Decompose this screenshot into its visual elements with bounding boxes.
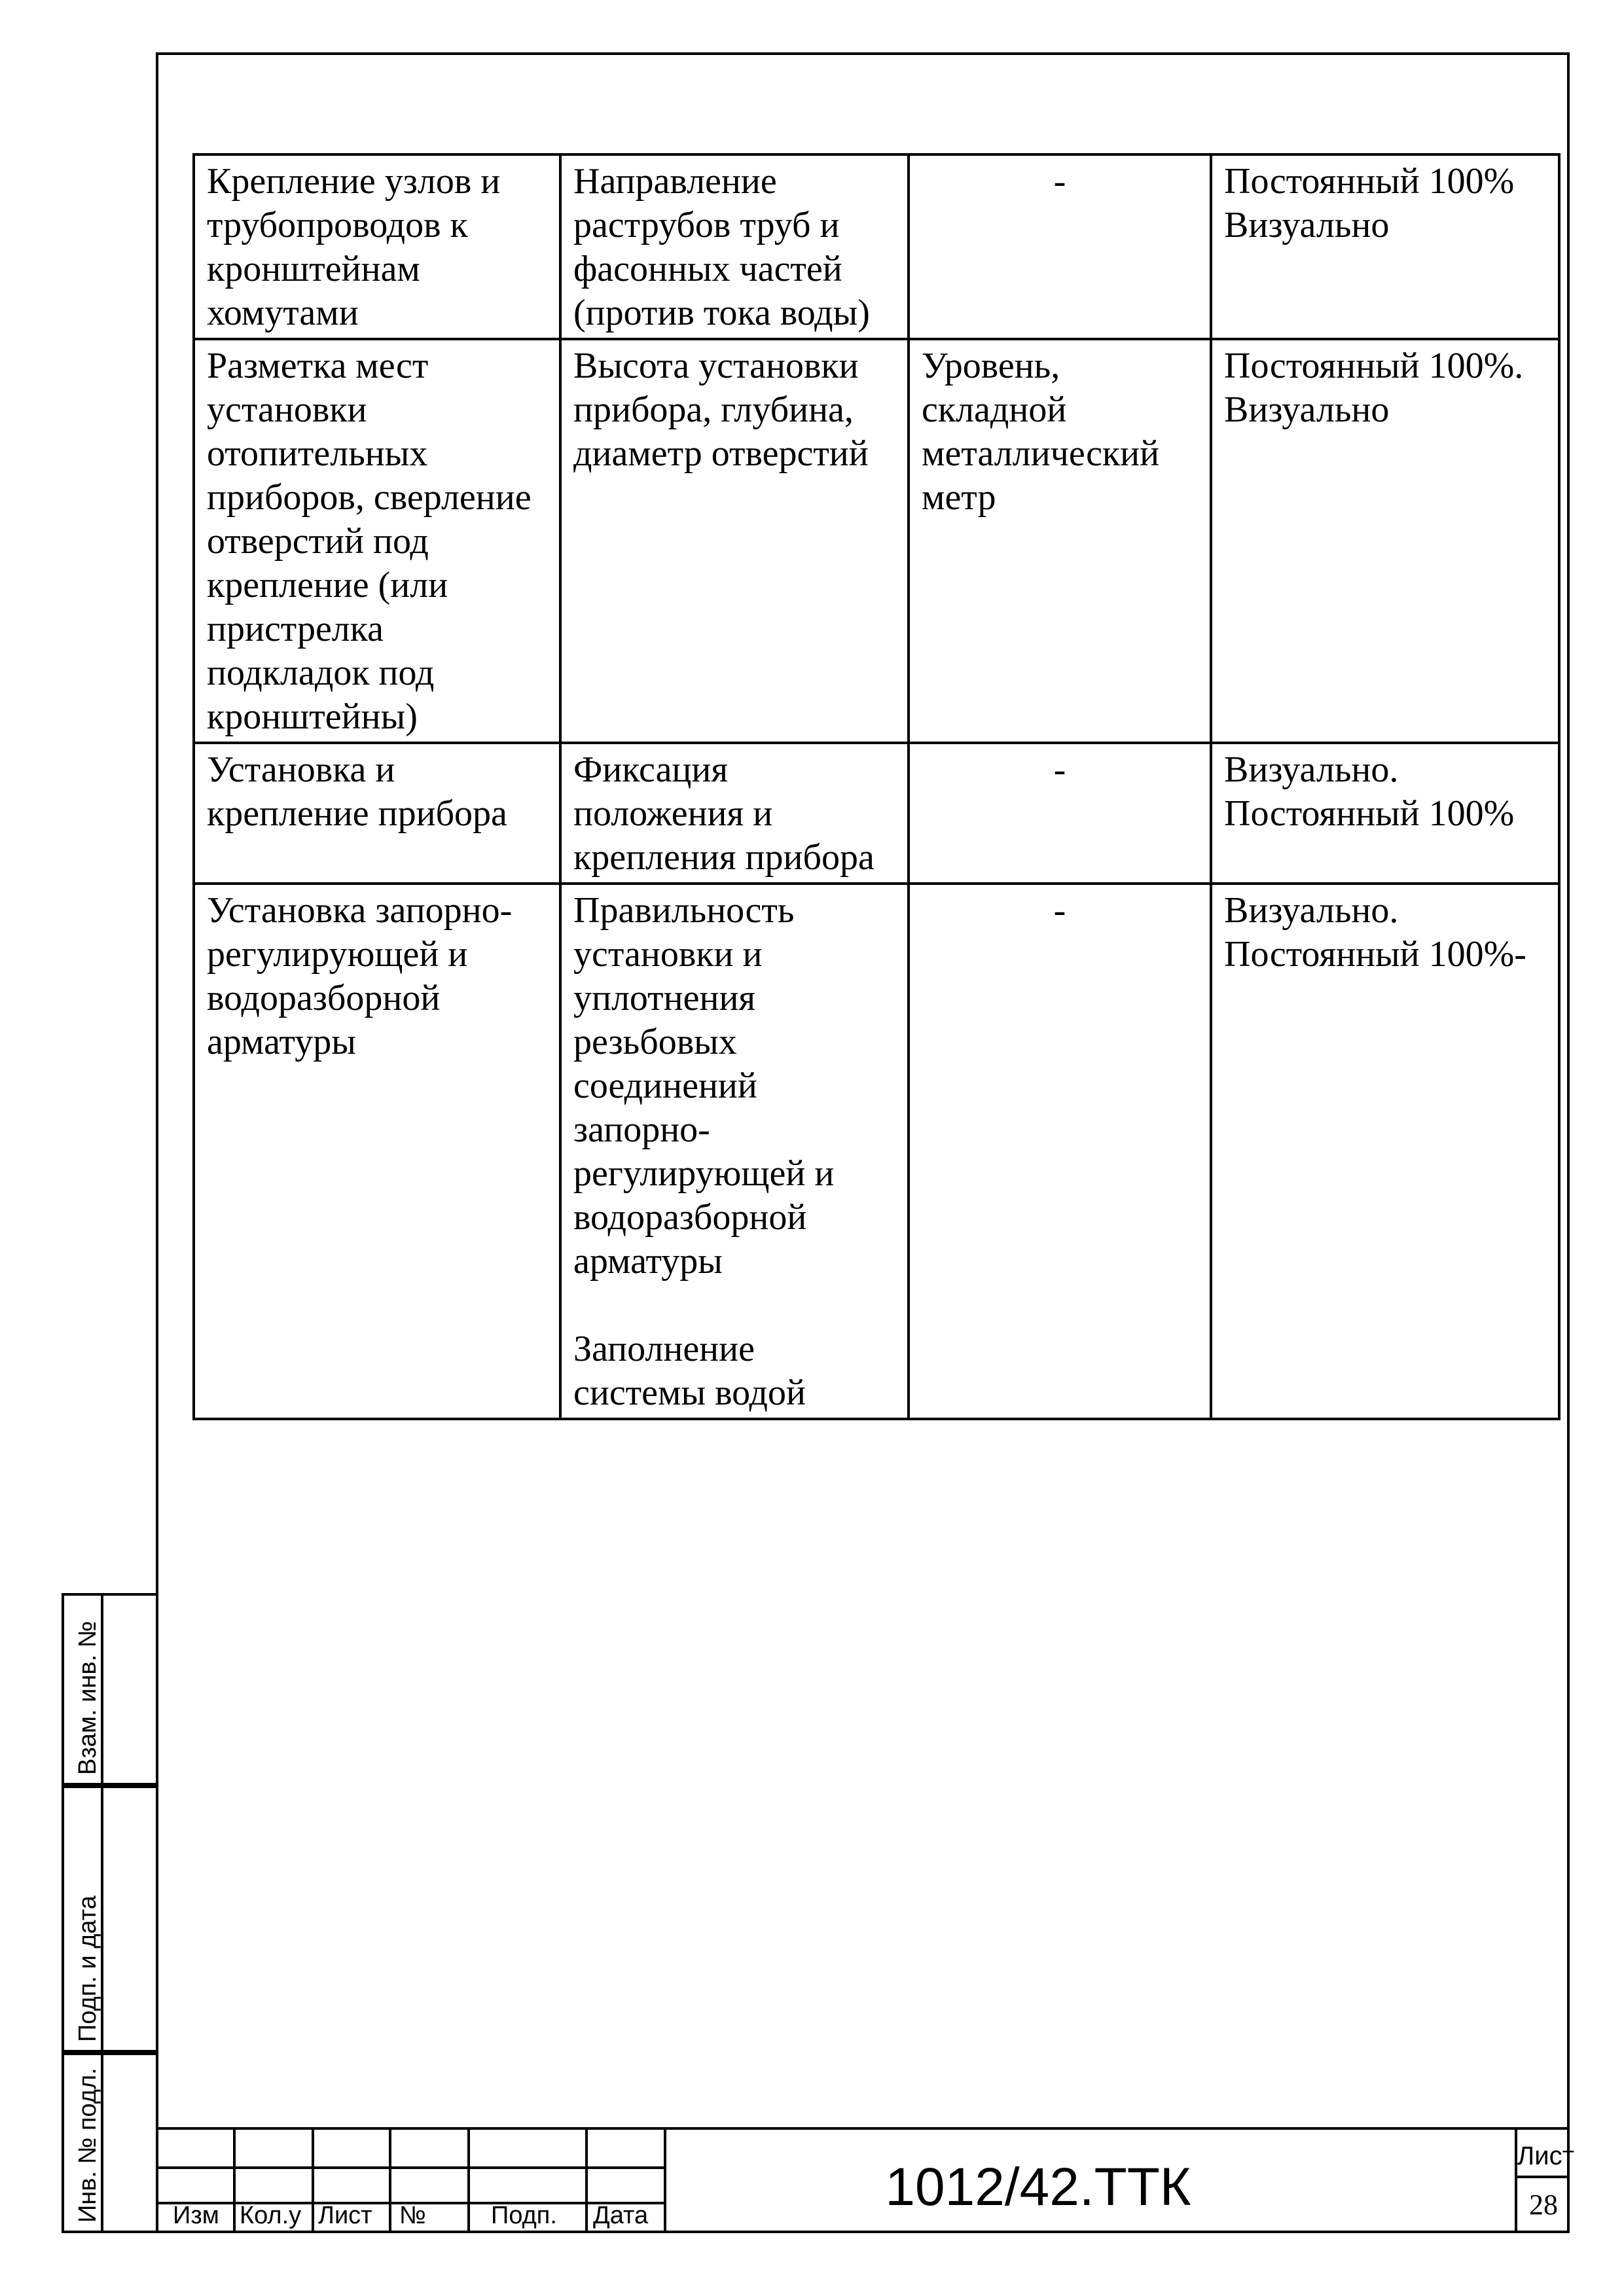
- cell-text-line: арматуры: [573, 1241, 723, 1282]
- cell-control-method: [1211, 743, 1559, 884]
- cell-text-line: -: [1053, 749, 1066, 790]
- cell-text-line: Визуально: [1224, 389, 1390, 430]
- side-label-column: [64, 1596, 103, 1783]
- cell-control-method: [1211, 884, 1559, 1419]
- cell-text-line: прибора, глубина,: [573, 389, 854, 430]
- sheet-label: Лист: [1517, 2142, 1574, 2170]
- side-strip-sign-date: [62, 1785, 156, 2053]
- cell-text-line: кронштейны): [207, 696, 418, 737]
- cell-controlled-parameter: [560, 884, 909, 1419]
- cell-text-line: крепление прибора: [207, 793, 507, 834]
- stamp-col-line: [467, 2130, 470, 2233]
- cell-text-line: Визуально.: [1224, 890, 1399, 931]
- stamp-row-line: [156, 2166, 666, 2169]
- stamp-header-num: №: [399, 2202, 426, 2229]
- stamp-header-list: Лист: [318, 2202, 372, 2229]
- stamp-sheet-line: [1517, 2176, 1570, 2178]
- cell-text-line: Уровень,: [922, 346, 1060, 386]
- side-label-column: [64, 1788, 103, 2050]
- cell-text-line: складной: [922, 389, 1067, 430]
- sheet-number: 28: [1529, 2189, 1558, 2221]
- cell-text-line: водоразборной: [207, 978, 441, 1018]
- cell-text-line: [573, 1283, 895, 1327]
- cell-controlled-parameter: [560, 743, 909, 884]
- table-row: [194, 339, 1559, 743]
- cell-text-line: фасонных частей: [573, 249, 842, 289]
- cell-operation: [194, 339, 560, 743]
- table-row: [194, 884, 1559, 1419]
- side-strip-inv-replace: [62, 1593, 156, 1785]
- cell-text-line: арматуры: [207, 1022, 356, 1062]
- cell-text-line: Заполнение: [573, 1329, 755, 1369]
- table-row: [194, 154, 1559, 339]
- cell-text-line: Постоянный 100%: [1224, 161, 1515, 202]
- side-strip-inv-orig: [62, 2053, 156, 2233]
- document-code: 1012/42.ТТК: [885, 2157, 1191, 2217]
- cell-text-line: Правильность: [573, 890, 795, 931]
- cell-text-line: раструбов труб и: [573, 205, 840, 245]
- cell-text-line: металлический: [922, 433, 1160, 474]
- cell-text-line: Направление: [573, 161, 777, 202]
- stamp-col-line: [233, 2130, 236, 2233]
- side-label-sign-date: Подп. и дата: [74, 1895, 101, 2042]
- cell-text-line: Разметка мест: [207, 346, 429, 386]
- cell-text-line: трубопроводов к: [207, 205, 468, 245]
- cell-operation: [194, 154, 560, 339]
- stamp-header-data: Дата: [593, 2202, 649, 2229]
- cell-operation: [194, 884, 560, 1419]
- side-label-inv-orig: Инв. № подл.: [74, 2068, 101, 2223]
- stamp-header-izm: Изм: [173, 2202, 219, 2229]
- stamp-header-kolu: Кол.у: [240, 2202, 302, 2229]
- cell-text-line: установки: [207, 389, 367, 430]
- cell-text-line: уплотнения: [573, 978, 756, 1018]
- cell-text-line: Установка и: [207, 749, 395, 790]
- cell-text-line: регулирующей и: [207, 934, 468, 975]
- stamp-col-line: [585, 2130, 588, 2233]
- cell-text-line: Высота установки: [573, 346, 859, 386]
- cell-text-line: крепления прибора: [573, 837, 875, 878]
- side-label-inv-replace: Взам. инв. №: [74, 1621, 101, 1775]
- cell-text-line: Постоянный 100%: [1224, 793, 1515, 834]
- cell-control-tool: [909, 154, 1211, 339]
- cell-text-line: Визуально: [1224, 205, 1390, 245]
- cell-text-line: кронштейнам: [207, 249, 420, 289]
- cell-text-line: Фиксация: [573, 749, 729, 790]
- cell-text-line: установки и: [573, 934, 763, 975]
- cell-text-line: отопительных: [207, 433, 428, 474]
- side-label-column: [64, 2055, 103, 2231]
- cell-text-line: Крепление узлов и: [207, 161, 501, 202]
- cell-text-line: -: [1053, 161, 1066, 202]
- stamp-col-line: [389, 2130, 391, 2233]
- cell-text-line: резьбовых: [573, 1022, 737, 1062]
- cell-text-line: приборов, сверление: [207, 477, 532, 518]
- cell-text-line: соединений: [573, 1066, 757, 1106]
- cell-text-line: (против тока воды): [573, 293, 870, 333]
- cell-text-line: запорно-: [573, 1109, 710, 1150]
- cell-controlled-parameter: [560, 339, 909, 743]
- cell-text-line: регулирующей и: [573, 1153, 835, 1194]
- cell-operation: [194, 743, 560, 884]
- cell-text-line: Визуально.: [1224, 749, 1399, 790]
- cell-control-tool: [909, 339, 1211, 743]
- cell-text-line: положения и: [573, 793, 773, 834]
- cell-control-tool: [909, 743, 1211, 884]
- cell-control-tool: [909, 884, 1211, 1419]
- cell-text-line: хомутами: [207, 293, 359, 333]
- quality-control-table: [192, 153, 1561, 1420]
- stamp-header-podp: Подп.: [491, 2202, 557, 2229]
- cell-text-line: диаметр отверстий: [573, 433, 869, 474]
- cell-text-line: отверстий под: [207, 521, 429, 562]
- cell-text-line: Постоянный 100%.: [1224, 346, 1524, 386]
- stamp-col-line: [312, 2130, 314, 2233]
- cell-text-line: метр: [922, 477, 996, 518]
- cell-text-line: крепление (или: [207, 565, 448, 605]
- cell-text-line: Установка запорно-: [207, 890, 513, 931]
- cell-text-line: -: [1053, 890, 1066, 931]
- table-row: [194, 743, 1559, 884]
- cell-controlled-parameter: [560, 154, 909, 339]
- title-block: [156, 2127, 1574, 2233]
- cell-text-line: Постоянный 100%-: [1224, 934, 1526, 975]
- cell-text-line: пристрелка: [207, 609, 384, 649]
- cell-text-line: водоразборной: [573, 1197, 807, 1238]
- cell-control-method: [1211, 339, 1559, 743]
- cell-control-method: [1211, 154, 1559, 339]
- cell-text-line: подкладок под: [207, 653, 435, 693]
- cell-text-line: системы водой: [573, 1372, 806, 1413]
